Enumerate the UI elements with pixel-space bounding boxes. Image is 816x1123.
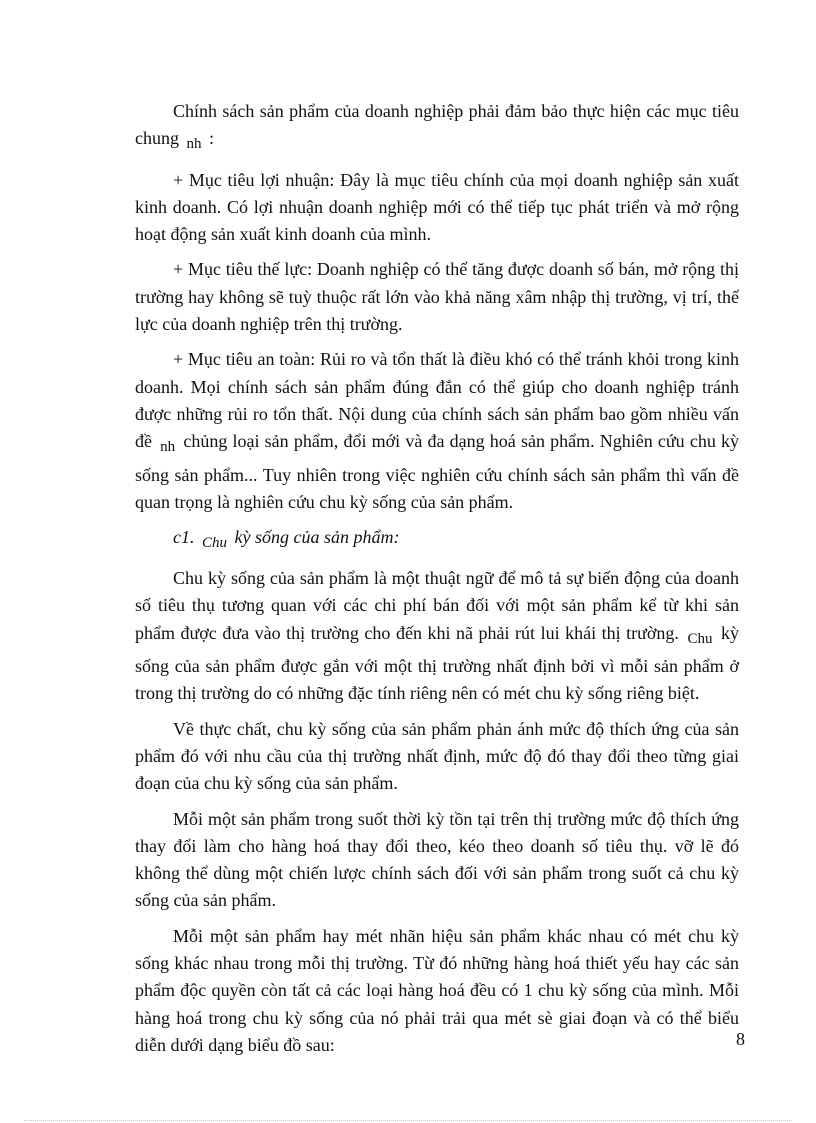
- subscript-fragment: Chu: [687, 630, 713, 647]
- paragraph-intro: Chính sách sản phẩm của doanh nghiệp phải đảm bảo thực hiện các mục tiêu chung $_{nh}$ :: [135, 101, 739, 153]
- page-number: 8: [736, 1029, 745, 1049]
- document-body: [135, 98, 739, 1067]
- subscript-fragment: Chu: [202, 535, 228, 552]
- paragraph-life-cycle-essence: Về thực chất, chu kỳ sống của sản phẩm phản ánh mức độ thích ứng của sản phẩm đó với nhu cầu của thị trường nhất định, mức độ đó thay đổi theo từng giai đoạn của chu kỳ sống của sản phẩm.: [135, 718, 739, 794]
- paragraph-power-goal: + Mục tiêu thế lực: Doanh nghiệp có thể tăng được doanh số bán, mở rộng thị trường hay không sẽ tuỳ thuộc rất lớn vào khả năng xâm nhập thị trường, vị trí, thế lực của doanh nghiệp trên thị trường.: [135, 259, 739, 335]
- subscript-fragment: nh: [160, 439, 176, 456]
- subscript-fragment: nh: [186, 136, 202, 153]
- paragraph-life-cycle-definition: Chu kỳ sống của sản phẩm là một thuật ngữ để mô tả sự biến động của doanh số tiêu thụ tương quan với các chi phí bán đối với một sản phẩm kể từ khi sản phẩm được đưa vào thị trường cho đến khi nã phải rút lui khái thị trường. $_{Chu}$ kỳ sống của sản phẩm được gắn với một thị trường nhất định bởi vì mỗi sản phẩm ở trong thị trường do có những đặc tính riêng nên có mét chu kỳ sống riêng biệt.: [135, 568, 739, 704]
- section-heading: c1. $_{Chu}$ kỳ sống của sản phẩm:: [173, 527, 400, 552]
- paragraph-life-cycle-stages: Mỗi một sản phẩm hay mét nhãn hiệu sản phẩm khác nhau có mét chu kỳ sống khác nhau trong mỗi thị trường. Từ đó những hàng hoá thiết yếu hay các sản phẩm độc quyền còn tất cả các loại hàng hoá đều có 1 chu kỳ sống của mình. Mỗi hàng hoá trong chu kỳ sống của nó phải trải qua mét sè giai đoạn và có thể biểu diễn dưới dạng biểu đồ sau:: [135, 925, 739, 1055]
- page-bottom-divider: [24, 1120, 792, 1121]
- paragraph-profit-goal: + Mục tiêu lợi nhuận: Đây là mục tiêu chính của mọi doanh nghiệp sản xuất kinh doanh. Có lợi nhuận doanh nghiệp mới có thể tiếp tục phát triển và mở rộng hoạt động sản xuất kinh doanh của mình.: [135, 169, 739, 245]
- paragraph-safety-goal: + Mục tiêu an toàn: Rủi ro và tổn thất là điều khó có thể tránh khỏi trong kinh doanh. Mọi chính sách sản phẩm đúng đắn có thể giúp cho doanh nghiệp tránh được những rủi ro tổn thất. Nội dung của chính sách sản phẩm bao gồm nhiều vấn đề $_{nh}$ chủng loại sản phẩm, đổi mới và đa dạng hoá sản phẩm. Nghiên cứu chu kỳ sống sản phẩm... Tuy nhiên trong việc nghiên cứu chính sách sản phẩm thì vấn đề quan trọng là nghiên cứu chu kỳ sống của sản phẩm.: [135, 349, 739, 512]
- paragraph-life-cycle-adaptation: Mỗi một sản phẩm trong suốt thời kỳ tồn tại trên thị trường mức độ thích ứng thay đổi làm cho hàng hoá thay đổi theo, kéo theo doanh số tiêu thụ. vỡ lẽ đó không thể dùng một chiến lược chính sách đối với sản phẩm trong suốt cả chu kỳ sống của sản phẩm.: [135, 808, 739, 911]
